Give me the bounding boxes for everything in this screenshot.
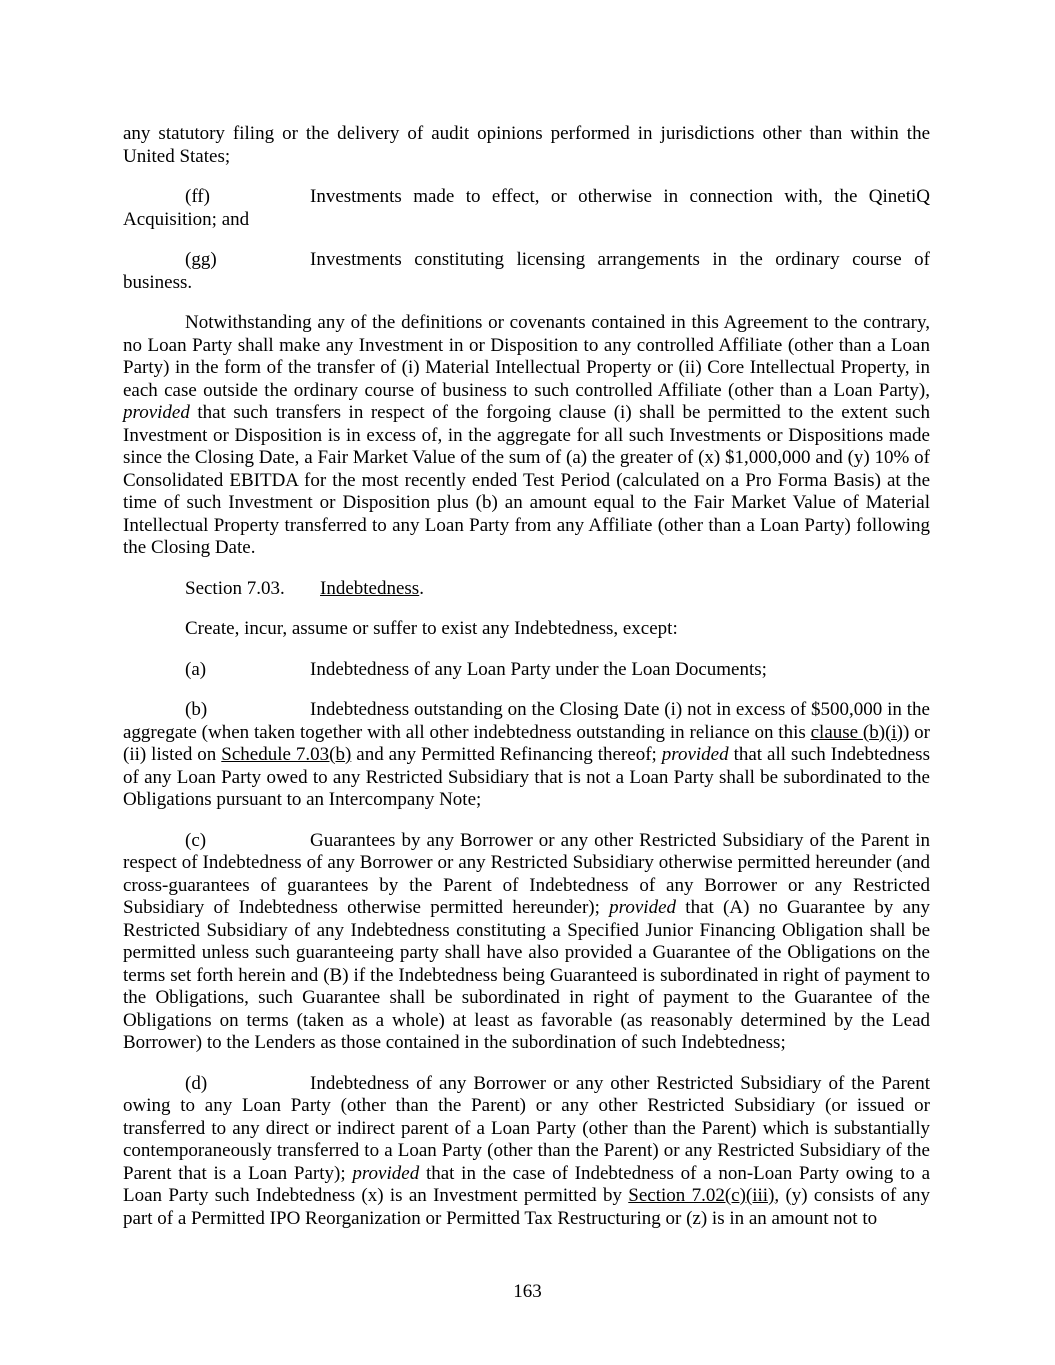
document-body [123, 123, 930, 1248]
paragraph-label: (ff) [185, 186, 210, 207]
body-text: Indebtedness of any Loan Party under the Loan Documents; [310, 658, 767, 680]
paragraph [123, 830, 930, 1055]
paragraph-label: (d) [185, 1072, 208, 1094]
paragraph-label: (c) [185, 829, 207, 851]
body-text: Indebtedness of any Borrower or any other Restricted Subsidiary of the Parent owing to any Loan Party (other than the Parent) or any other Restricted Subsidiary (or issued or transferred to any direct or indirect parent of a Loan Party (other than the Parent) which is substantially contemporaneously transferred to a Loan Party (other than the Parent) or any Restricted Subsidiary of the Parent that is a Loan Party); [123, 1072, 930, 1184]
paragraph-label: (a) [185, 658, 207, 680]
cross-reference: clause (b)(i) [810, 721, 904, 743]
paragraph [123, 186, 930, 231]
emphasized-term: provided [661, 744, 729, 765]
emphasized-term: provided [609, 897, 677, 918]
cross-reference: Schedule 7.03(b) [221, 744, 352, 765]
cross-reference: Section 7.02(c)(iii) [628, 1185, 775, 1206]
paragraph [123, 1073, 930, 1231]
body-text: Indebtedness outstanding on the Closing Date (i) not in excess of $500,000 in the aggregate (when taken together with all other indebtedness outstanding in reliance on this [123, 699, 930, 743]
body-text: and any Permitted Refinancing thereof; [351, 744, 662, 765]
body-text: that (A) no Guarantee by any Restricted Subsidiary of any Indebtedness constituting a Specified Junior Financing Obligation shall be permitted unless such guaranteeing party shall have also provided a Guarantee of the Obligations on the terms set forth herein and (B) if the Indebtedness being Guaranteed is subordinated in right of payment to the Obligations, such Guarantee shall be subordinated in right of payment to the Guarantee of the Obligations on terms (taken as a whole) at least as favorable (as reasonably determined by the Lead Borrower) to the Lenders as those contained in the subordination of such Indebtedness; [123, 897, 930, 1053]
body-text: Create, incur, assume or suffer to exist any Indebtedness, except: [185, 618, 678, 639]
body-text: any statutory filing or the delivery of audit opinions performed in jurisdictions other than within the United States; [123, 123, 930, 167]
body-text: Investments constituting licensing arrangements in the ordinary course of business. [123, 249, 930, 293]
paragraph [123, 123, 930, 168]
paragraph [123, 659, 930, 682]
body-text: that such transfers in respect of the forgoing clause (i) shall be permitted to the extent such Investment or Disposition is in excess of, in the aggregate for all such Investments or Dispositions made since the Closing Date, a Fair Market Value of the sum of (a) the greater of (x) $1,000,000 and (y) 10% of Consolidated EBITDA for the most recently ended Test Period (calculated on a Pro Forma Basis) at the time of such Investment or Disposition plus (b) an amount equal to the Fair Market Value of Material Intellectual Property transferred to any Loan Party from any Affiliate (other than a Loan Party) following the Closing Date. [123, 402, 930, 558]
paragraph [123, 249, 930, 294]
body-text: Investments made to effect, or otherwise in connection with, the QinetiQ Acquisition; and [123, 186, 930, 230]
paragraph [123, 312, 930, 560]
emphasized-term: provided [123, 402, 190, 423]
body-text: , (y) consists of any part of a Permitted IPO Reorganization or Permitted Tax Restructuring or (z) is in an amount not to [123, 1185, 930, 1229]
body-text: ) or (ii) listed on [123, 721, 931, 765]
paragraph [123, 618, 930, 641]
body-text: that all such Indebtedness of any Loan Party owed to any Restricted Subsidiary that is not a Loan Party shall be subordinated to the Obligations pursuant to an Intercompany Note; [123, 744, 930, 810]
paragraph-label: (b) [185, 699, 208, 720]
paragraph [123, 699, 930, 812]
section-heading [123, 578, 930, 601]
emphasized-term: provided [352, 1162, 420, 1184]
body-text: Guarantees by any Borrower or any other Restricted Subsidiary of the Parent in respect of Indebtedness of any Borrower or any Restricted Subsidiary otherwise permitted hereunder (and cross-guarantees of guarantees by the Parent of Indebtedness of any Borrower or any Restricted Subsidiary of Indebtedness otherwise permitted hereunder); [123, 829, 930, 918]
paragraph-label: Section 7.03. [185, 577, 285, 599]
body-text: Notwithstanding any of the definitions or covenants contained in this Agreement to the contrary, no Loan Party shall make any Investment in or Disposition to any controlled Affiliate (other than a Loan Party) in the form of the transfer of (i) Material Intellectual Property or (ii) Core Intellectual Property, in each case outside the ordinary course of business to such controlled Affiliate (other than a Loan Party), [123, 312, 930, 401]
paragraph-label: (gg) [185, 249, 217, 270]
page-number: 163 [513, 1281, 542, 1302]
cross-reference: Indebtedness [320, 577, 420, 599]
body-text: . [419, 577, 424, 599]
body-text: that in the case of Indebtedness of a non-Loan Party owing to a Loan Party such Indebtedness (x) is an Investment permitted by [123, 1162, 931, 1206]
